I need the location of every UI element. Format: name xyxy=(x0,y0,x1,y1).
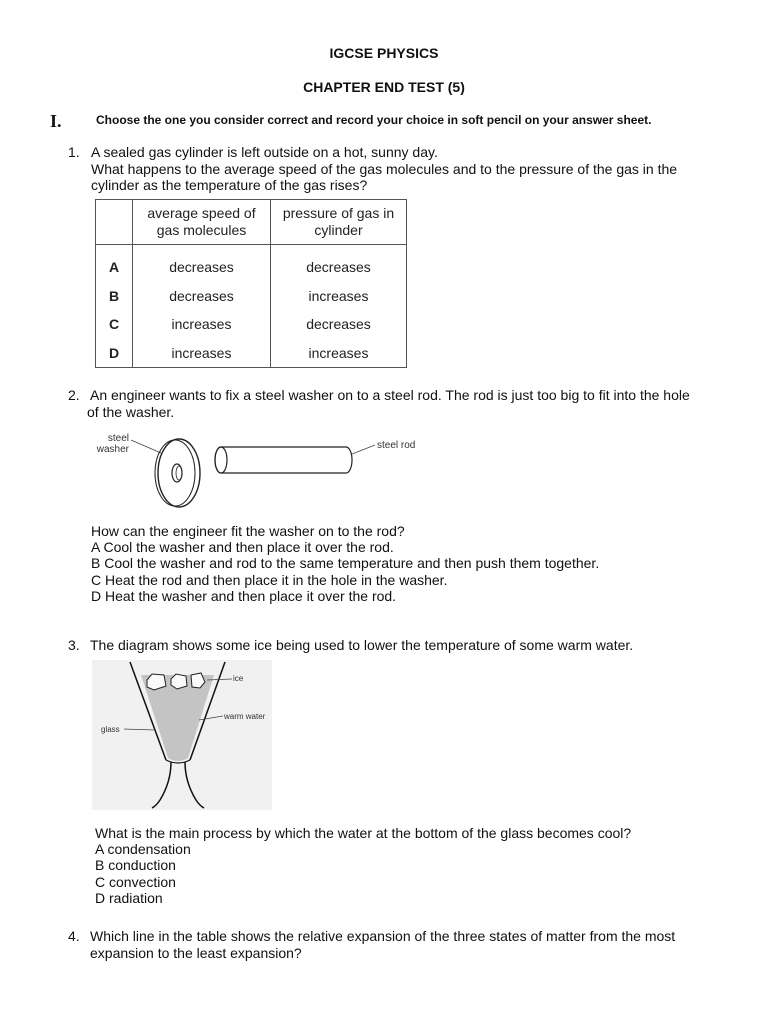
washer-label-line: washer xyxy=(96,444,129,455)
question-2-line: of the washer. xyxy=(87,403,175,420)
question-1-line: A sealed gas cylinder is left outside on a hot, sunny day. xyxy=(91,144,438,160)
row-speed: decreases xyxy=(133,245,271,282)
warm-water-label: warm water xyxy=(224,712,266,721)
question-4-line: expansion to the least expansion? xyxy=(90,944,302,961)
header-text: average speed of xyxy=(147,205,256,221)
section-instruction: Choose the one you consider correct and record your choice in soft pencil on your answer sheet. xyxy=(96,113,652,127)
table-row xyxy=(96,282,407,311)
question-4-line: Which line in the table shows the relative expansion of the three states of matter from the most xyxy=(90,928,676,944)
washer-rod-diagram xyxy=(125,430,385,510)
header-text: pressure of gas in xyxy=(282,205,395,221)
glass-label: glass xyxy=(101,725,120,734)
header-text: gas molecules xyxy=(156,222,247,238)
option-b: B conduction xyxy=(95,857,176,874)
row-pressure: increases xyxy=(271,282,407,311)
ice-label: ice xyxy=(233,674,244,683)
question-2-line: An engineer wants to fix a steel washer on to a steel rod. The rod is just too big to fit into the hole xyxy=(90,387,690,403)
row-pressure: increases xyxy=(271,339,407,368)
row-label: A xyxy=(96,245,133,282)
table-header-pressure xyxy=(271,200,407,245)
question-4-text xyxy=(90,928,675,961)
question-3-prompt: What is the main process by which the water at the bottom of the glass becomes cool? xyxy=(95,825,632,841)
row-label: C xyxy=(96,310,133,339)
row-pressure: decreases xyxy=(271,310,407,339)
page-subtitle: CHAPTER END TEST (5) xyxy=(303,79,465,95)
row-label: D xyxy=(96,339,133,368)
row-speed: increases xyxy=(133,310,271,339)
steel-rod xyxy=(215,447,352,473)
question-1-table xyxy=(95,199,407,368)
row-speed: increases xyxy=(133,339,271,368)
question-3-number: 3. xyxy=(68,637,80,653)
steel-washer xyxy=(155,439,200,507)
washer-leader-line xyxy=(131,440,161,453)
section-number: I. xyxy=(50,111,62,131)
row-pressure: decreases xyxy=(271,245,407,282)
question-3-options xyxy=(95,841,191,906)
option-d: D radiation xyxy=(95,889,163,906)
table-row xyxy=(96,245,407,282)
ice-cubes xyxy=(147,673,205,690)
question-4-number: 4. xyxy=(68,928,80,944)
table-header-speed xyxy=(133,200,271,245)
row-label: B xyxy=(96,282,133,311)
question-1-number: 1. xyxy=(68,144,80,160)
question-2-text xyxy=(87,387,690,420)
option-b: B Cool the washer and rod to the same temperature and then push them together. xyxy=(91,555,600,572)
table-row xyxy=(96,310,407,339)
option-a: A Cool the washer and then place it over the rod. xyxy=(91,539,394,555)
table-row xyxy=(96,339,407,368)
header-text: cylinder xyxy=(314,222,363,238)
option-c: C convection xyxy=(95,873,176,890)
washer-label xyxy=(93,433,129,455)
question-1-line: cylinder as the temperature of the gas rises? xyxy=(91,177,368,193)
question-1-text xyxy=(91,144,677,194)
table-header-row xyxy=(96,200,407,245)
option-c: C Heat the rod and then place it in the hole in the washer. xyxy=(91,571,448,588)
table-header-empty xyxy=(96,200,133,245)
question-2-number: 2. xyxy=(68,387,80,403)
question-1-line: What happens to the average speed of the gas molecules and to the pressure of the gas in the xyxy=(91,160,678,177)
rod-label: steel rod xyxy=(377,440,416,451)
question-3-text: The diagram shows some ice being used to lower the temperature of some warm water. xyxy=(90,637,634,653)
option-a: A condensation xyxy=(95,841,191,857)
row-speed: decreases xyxy=(133,282,271,311)
option-d: D Heat the washer and then place it over the rod. xyxy=(91,587,397,604)
question-2-options xyxy=(91,539,599,604)
ice-glass-diagram xyxy=(92,660,272,810)
question-2-prompt: How can the engineer fit the washer on to the rod? xyxy=(91,523,405,539)
washer-label-line: steel xyxy=(107,433,129,444)
page-title: IGCSE PHYSICS xyxy=(329,45,439,61)
